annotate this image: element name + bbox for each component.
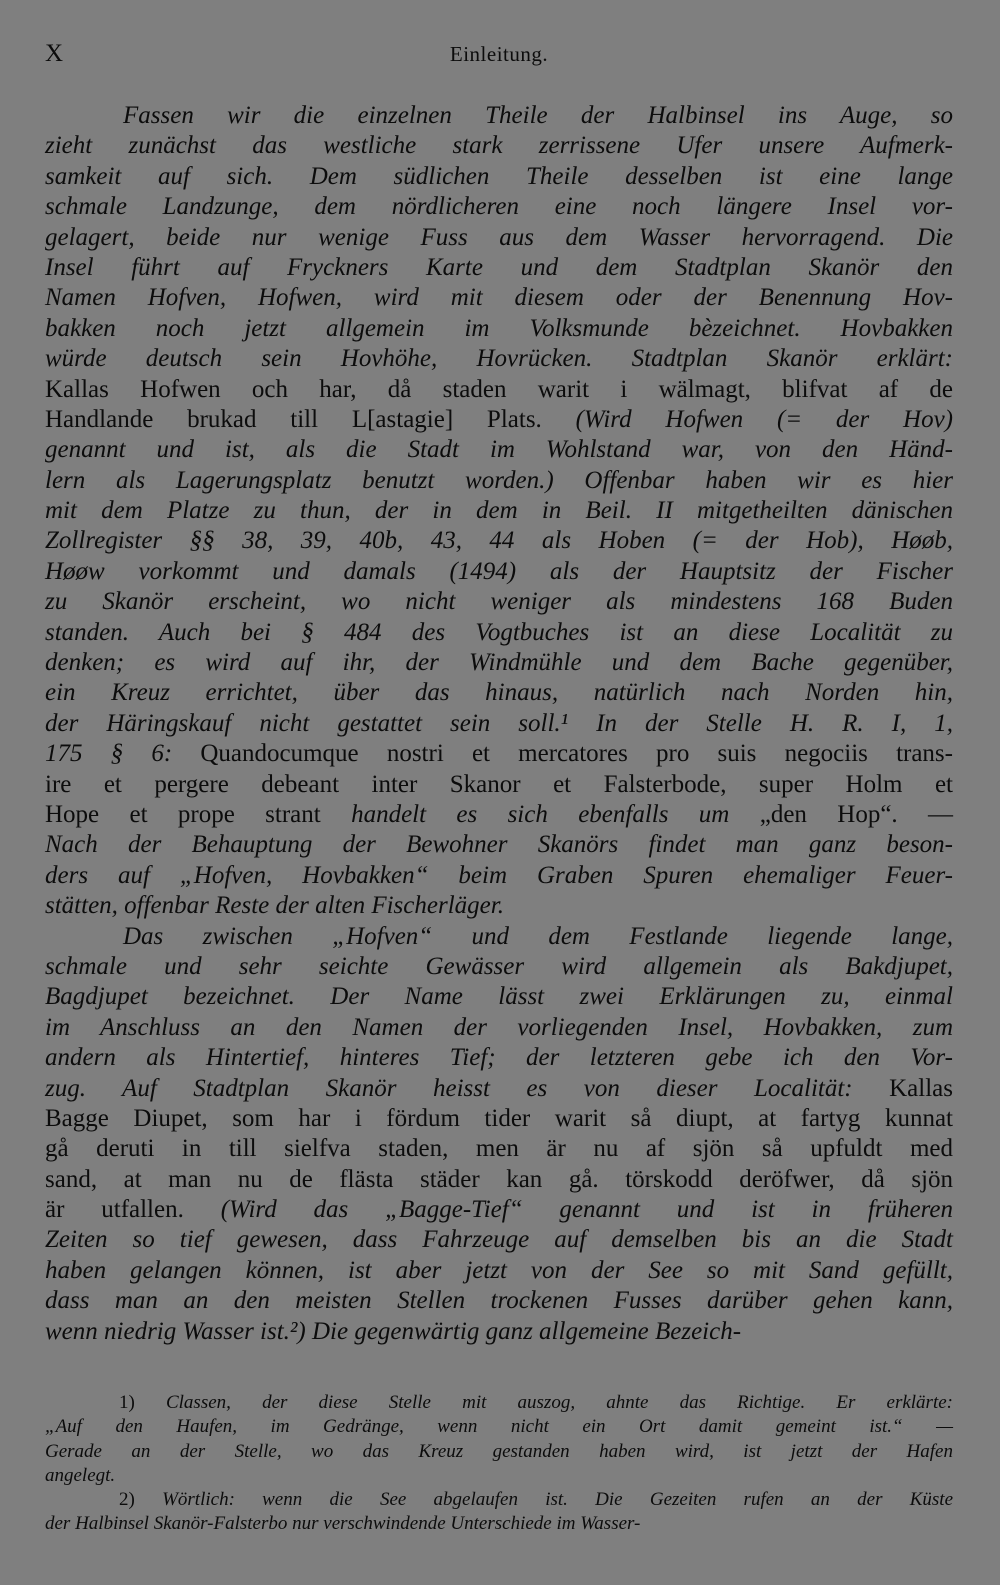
text-line — [45, 587, 953, 617]
text-line — [45, 952, 953, 982]
text-run: Zollregister §§ 38, 39, 40b, 43, 44 als Hoben (= der Hob), Høøb, — [45, 527, 953, 555]
text-line — [45, 709, 953, 739]
text-line — [45, 891, 953, 921]
text-run: im Anschluss an den Namen der vorliegenden Insel, Hovbakken, zum — [45, 1013, 953, 1041]
text-run: Wörtlich: wenn die See abgelaufen ist. Die Gezeiten rufen an der Küste — [162, 1489, 954, 1511]
text-run: „den Hop“. — — [759, 800, 954, 828]
text-run: würde deutsch sein Hovhöhe, Hovrücken. Stadtplan Skanör erklärt: — [45, 345, 953, 373]
text-line — [45, 861, 953, 891]
text-line — [45, 496, 953, 526]
text-run: ire et pergere debeant inter Skanor et Falsterbode, super Holm et — [45, 770, 953, 798]
footnote-line — [45, 1440, 953, 1464]
text-run: Bagge Diupet, som har i fördum tider warit så diupt, at fartyg kunnat — [45, 1104, 953, 1132]
text-run: Quandocumque nostri et mercatores pro suis negociis trans- — [200, 740, 953, 768]
text-run: schmale Landzunge, dem nördlicheren eine noch längere Insel vor- — [45, 193, 953, 221]
text-run: „Auf den Haufen, im Gedränge, wenn nicht ein Ort damit gemeint ist.“ — — [45, 1416, 953, 1438]
text-line — [45, 1225, 953, 1255]
text-line — [45, 648, 953, 678]
text-run: är utfallen. — [45, 1196, 221, 1224]
text-run: 2) — [119, 1489, 163, 1511]
text-run: standen. Auch bei § 484 des Vogtbuches ist an diese Localität zu — [45, 618, 953, 646]
text-run: Hope et prope strant — [45, 800, 352, 828]
text-line — [45, 830, 953, 860]
text-run: wenn niedrig Wasser ist.²) Die gegenwärtig ganz allgemeine Bezeich- — [45, 1317, 742, 1345]
text-line — [45, 1013, 953, 1043]
text-line — [45, 922, 953, 952]
footnotes — [45, 1391, 953, 1537]
text-run: Kallas — [889, 1074, 953, 1102]
text-line — [45, 770, 953, 800]
text-run: andern als Hintertief, hinteres Tief; der letzteren gebe ich den Vor- — [45, 1044, 953, 1072]
text-line — [45, 1074, 953, 1104]
text-run: bakken noch jetzt allgemein im Volksmunde bèzeichnet. Hovbakken — [45, 314, 953, 342]
text-line — [45, 526, 953, 556]
footnote-line — [45, 1512, 953, 1536]
text-line — [45, 739, 953, 769]
text-run: Handlande brukad till L[astagie] Plats. — [45, 405, 576, 433]
text-run: Classen, der diese Stelle mit auszog, ahnte das Richtige. Er erklärte: — [165, 1392, 953, 1413]
text-line — [45, 1195, 953, 1225]
footnote-line — [45, 1464, 953, 1488]
text-line — [45, 131, 953, 161]
text-line — [45, 405, 953, 435]
text-run: denken; es wird auf ihr, der Windmühle und dem Bache gegenüber, — [45, 649, 953, 677]
text-run: samkeit auf sich. Dem südlichen Theile desselben ist eine lange — [45, 162, 953, 190]
text-run: 1) — [119, 1392, 166, 1413]
text-run: Zeiten so tief gewesen, dass Fahrzeuge auf demselben bis an die Stadt — [45, 1226, 953, 1254]
text-line — [45, 1317, 953, 1347]
text-line — [45, 678, 953, 708]
text-run: Fassen wir die einzelnen Theile der Halbinsel ins Auge, so — [123, 102, 953, 129]
text-line — [45, 344, 953, 374]
text-run: (Wird das „Bagge-Tief“ genannt und ist in früheren — [220, 1196, 953, 1224]
text-line — [45, 375, 953, 405]
text-run: stätten, offenbar Reste der alten Fischerläger. — [45, 892, 504, 920]
text-run: dass man an den meisten Stellen trockenen Fusses darüber gehen kann, — [45, 1287, 953, 1315]
text-run: lern als Lagerungsplatz benutzt worden.) Offenbar haben wir es hier — [45, 466, 953, 494]
text-line — [45, 1104, 953, 1134]
text-run: gå deruti in till sielfva staden, men är nu af sjön så upfuldt med — [45, 1135, 953, 1163]
body-text — [45, 101, 953, 1347]
text-run: zug. Auf Stadtplan Skanör heisst es von dieser Localität: — [45, 1074, 890, 1102]
text-line — [45, 557, 953, 587]
text-run: der Häringskauf nicht gestattet sein soll.¹ In der Stelle H. R. I, 1, — [45, 709, 953, 737]
text-line — [45, 101, 953, 131]
text-line — [45, 253, 953, 283]
text-run: handelt es sich ebenfalls um — [351, 800, 760, 828]
text-line — [45, 162, 953, 192]
text-line — [45, 982, 953, 1012]
text-run: zieht zunächst das westliche stark zerrissene Ufer unsere Aufmerk- — [45, 132, 953, 160]
text-run: Gerade an der Stelle, wo das Kreuz gestanden haben wird, ist jetzt der Hafen — [45, 1440, 953, 1462]
running-title: Einleitung. — [449, 42, 549, 66]
text-line — [45, 1043, 953, 1073]
text-run: haben gelangen können, ist aber jetzt von der See so mit Sand gefüllt, — [45, 1256, 953, 1284]
text-run: Kallas Hofwen och har, då staden warit i wälmagt, blifvat af de — [45, 375, 953, 403]
text-run: genannt und ist, als die Stadt im Wohlstand war, von den Händ- — [45, 436, 953, 464]
text-run: Namen Hofven, Hofwen, wird mit diesem oder der Benennung Hov- — [45, 284, 953, 312]
text-line — [45, 1256, 953, 1286]
text-run: Bagdjupet bezeichnet. Der Name lässt zwei Erklärungen zu, einmal — [45, 983, 953, 1011]
text-line — [45, 314, 953, 344]
text-run: Nach der Behauptung der Bewohner Skanörs findet man ganz beson- — [45, 831, 953, 859]
footnote-line — [45, 1488, 953, 1512]
footnote-line — [45, 1391, 953, 1415]
text-run: schmale und sehr seichte Gewässer wird allgemein als Bakdjupet, — [45, 952, 953, 980]
text-line — [45, 435, 953, 465]
page-number: X — [45, 40, 64, 67]
text-run: sand, at man nu de flästa städer kan gå. törskodd deröfwer, då sjön — [45, 1165, 953, 1193]
text-run: Das zwischen „Hofven“ und dem Festlande liegende lange, — [123, 922, 953, 950]
text-line — [45, 1134, 953, 1164]
text-line — [45, 1286, 953, 1316]
footnote-line — [45, 1415, 953, 1439]
text-run: gelagert, beide nur wenige Fuss aus dem Wasser hervorragend. Die — [45, 223, 953, 251]
text-run: mit dem Platze zu thun, der in dem in Beil. II mitgetheilten dänischen — [45, 497, 953, 525]
text-run: angelegt. — [45, 1464, 116, 1486]
text-run: Høøw vorkommt und damals (1494) als der Hauptsitz der Fischer — [45, 557, 953, 585]
text-line — [45, 800, 953, 830]
text-run: ders auf „Hofven, Hovbakken“ beim Graben Spuren ehemaliger Feuer- — [45, 861, 953, 889]
text-run: 175 § 6: — [45, 740, 201, 768]
page-header — [45, 40, 953, 76]
text-run: (Wird Hofwen (= der Hov) — [575, 405, 953, 433]
text-line — [45, 466, 953, 496]
text-run: zu Skanör erscheint, wo nicht weniger als mindestens 168 Buden — [45, 588, 953, 616]
text-run: Insel führt auf Fryckners Karte und dem Stadtplan Skanör den — [45, 253, 953, 281]
text-run: der Halbinsel Skanör-Falsterbo nur verschwindende Unterschiede im Wasser- — [45, 1513, 641, 1535]
text-run: ein Kreuz errichtet, über das hinaus, natürlich nach Norden hin, — [45, 679, 953, 707]
text-line — [45, 283, 953, 313]
text-line — [45, 223, 953, 253]
text-line — [45, 618, 953, 648]
text-line — [45, 1165, 953, 1195]
text-line — [45, 192, 953, 222]
